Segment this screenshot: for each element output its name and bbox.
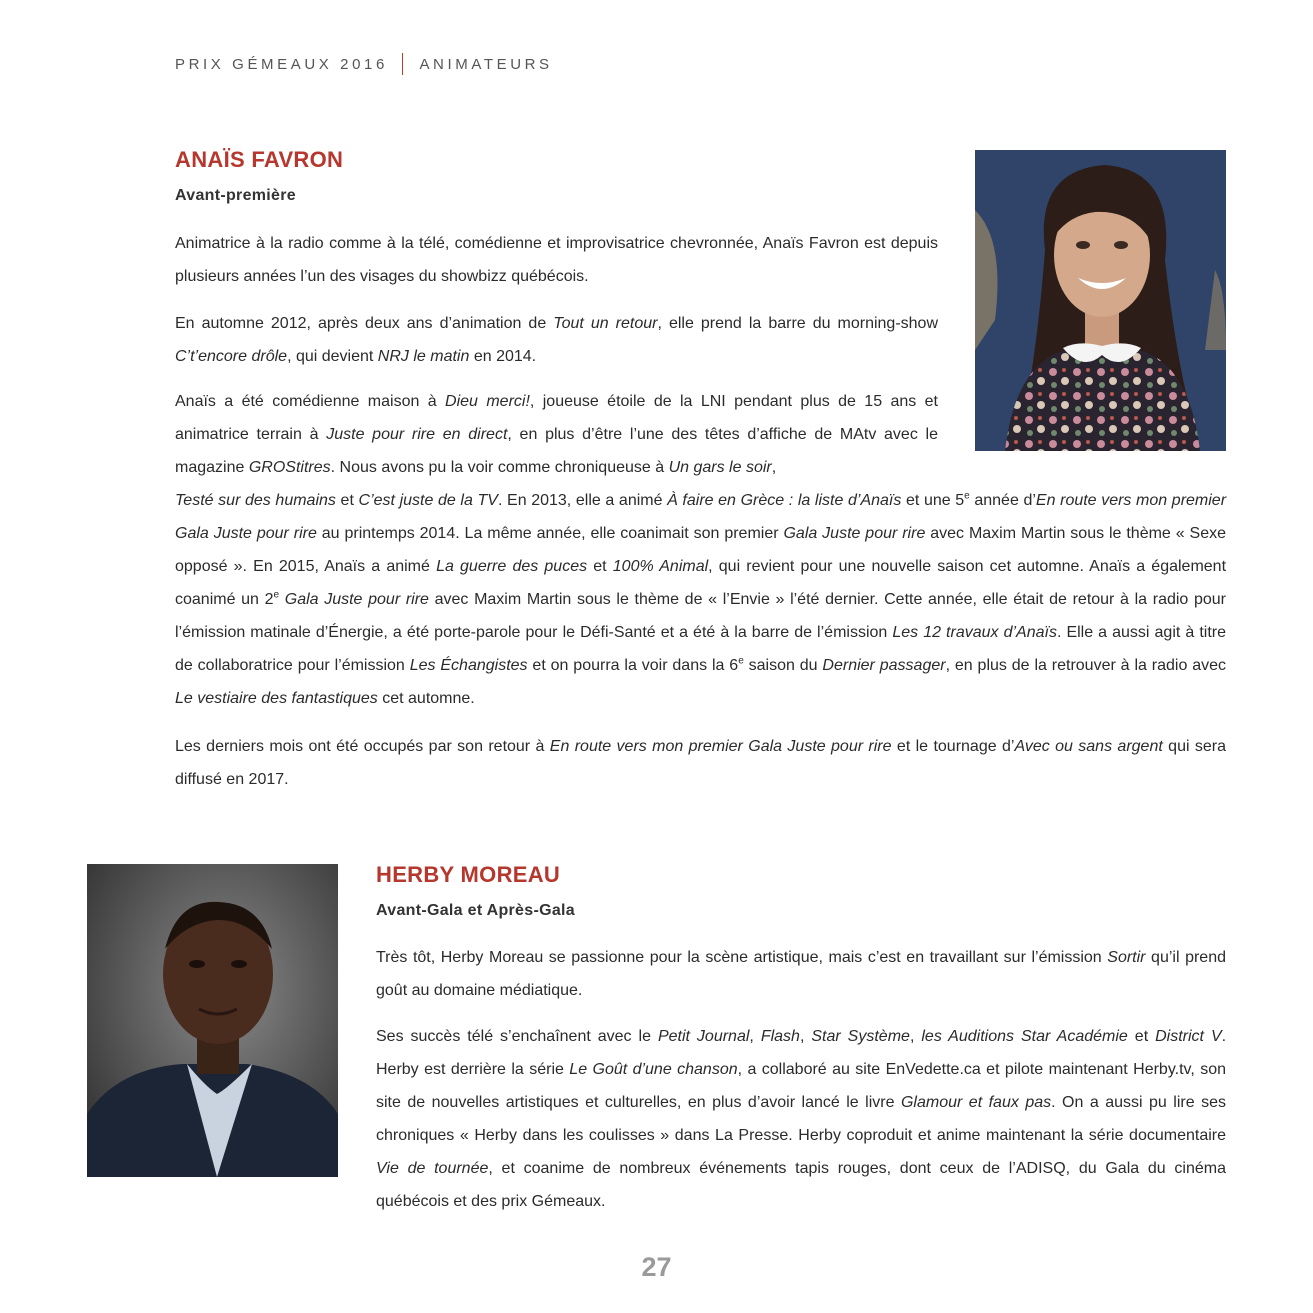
profile1-role: Avant-première	[175, 187, 296, 204]
profile2-photo	[87, 864, 338, 1177]
profile1-paragraph-2: En automne 2012, après deux ans d’animation de Tout un retour, elle prend la barre du morning-show C’t’encore drôle, qui devient NRJ le matin en 2014.	[175, 315, 939, 365]
publication-title: PRIX GÉMEAUX 2016	[175, 55, 388, 73]
page-number: 27	[641, 1252, 672, 1282]
profile2-role: Avant-Gala et Après-Gala	[376, 902, 575, 919]
profile2-paragraph-1: Très tôt, Herby Moreau se passionne pour la scène artistique, mais c’est en travaillant sur l’émission Sortir qu’il prend goût au domaine médiatique.	[376, 949, 1226, 999]
profile2-paragraph-2: Ses succès télé s’enchaînent avec le Petit Journal, Flash, Star Système, les Auditions Star Académie et District V. Herby est derrière la série Le Goût d’une chanson, a collaboré au site EnVedette.ca et pilote maintenant Herby.tv, son site de nouvelles artistiques et culturelles, en plus d’avoir lancé le livre Glamour et faux pas. On a aussi pu lire ses chroniques « Herby dans les coulisses » dans La Presse. Herby coproduit et anime maintenant la série documentaire Vie de tournée, et coanime de nombreux événements tapis rouges, dont ceux de l’ADISQ, du Gala du cinéma québécois et des prix Gémeaux.	[376, 1028, 1227, 1210]
profile1-paragraph-3a: Anaïs a été comédienne maison à Dieu merci!, joueuse étoile de la LNI pendant plus de 15 ans et animatrice terrain à Juste pour rire en direct, en plus d’être l’une des têtes d’affiche de MAtv avec le magazine GROStitres. Nous avons pu la voir comme chroniqueuse à Un gars le soir,	[175, 393, 939, 476]
profile1-paragraph-1: Animatrice à la radio comme à la télé, comédienne et improvisatrice chevronnée, Anaïs Favron est depuis plusieurs années l’un des visages du showbizz québécois.	[175, 235, 938, 285]
header-divider	[402, 53, 404, 75]
profile1-photo	[975, 150, 1226, 451]
running-header	[175, 54, 553, 74]
profile1-paragraph-4: Les derniers mois ont été occupés par son retour à En route vers mon premier Gala Juste pour rire et le tournage d’Avec ou sans argent qui sera diffusé en 2017.	[175, 738, 1227, 788]
section-title: ANIMATEURS	[419, 55, 553, 73]
profile2-name: HERBY MOREAU	[376, 862, 561, 887]
profile1-paragraph-3b: Testé sur des humains et C’est juste de la TV. En 2013, elle a animé À faire en Grèce : la liste d’Anaïs et une 5e année d’En route vers mon premier Gala Juste pour rire au printemps 2014. La même année, elle coanimait son premier Gala Juste pour rire avec Maxim Martin sous le thème « Sexe opposé ». En 2015, Anaïs a animé La guerre des puces et 100% Animal, qui revient pour une nouvelle saison cet automne. Anaïs a également coanimé un 2e Gala Juste pour rire avec Maxim Martin sous le thème de « l’Envie » l’été dernier. Cette année, elle était de retour à la radio pour l’émission matinale d’Énergie, a été porte-parole pour le Défi-Santé et a été à la barre de l’émission Les 12 travaux d’Anaïs. Elle a aussi agit à titre de collaboratrice pour l’émission Les Échangistes et on pourra la voir dans la 6e saison du Dernier passager, en plus de la retrouver à la radio avec Le vestiaire des fantastiques cet automne.	[175, 490, 1227, 707]
profile1-name: ANAÏS FAVRON	[175, 147, 344, 172]
